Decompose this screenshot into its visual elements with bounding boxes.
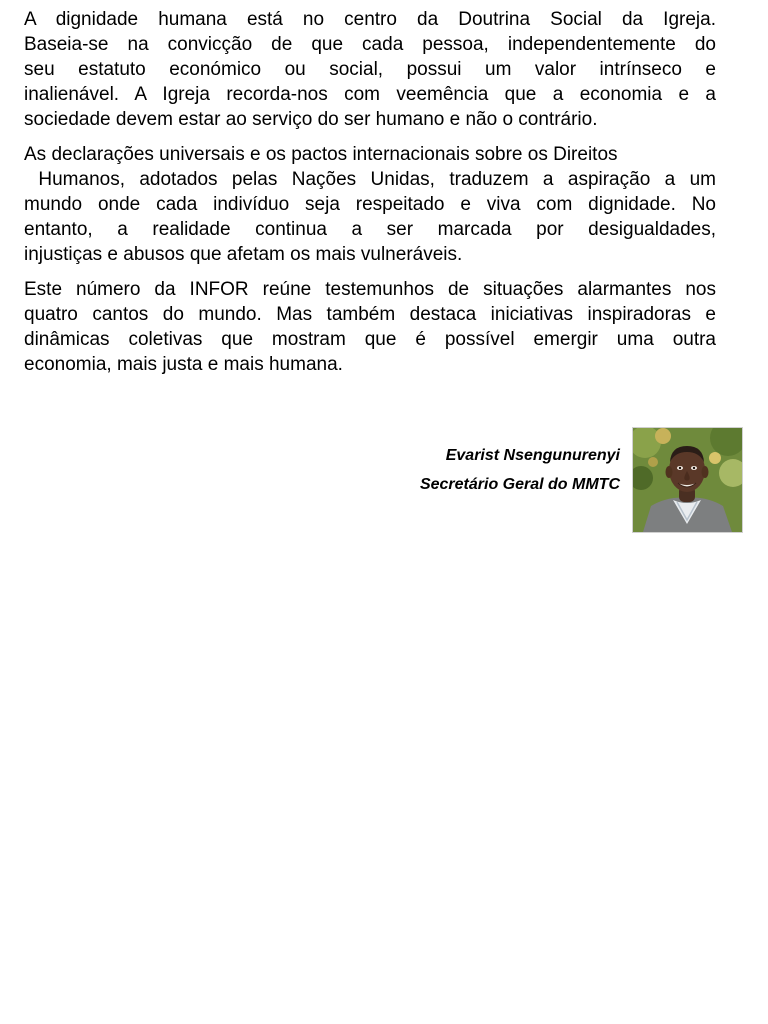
paragraph-line: Humanos, adotados pelas Nações Unidas, traduzem a aspiração a um — [24, 169, 716, 190]
paragraph-line: sociedade devem estar ao serviço do ser humano e não o contrário. — [24, 109, 598, 130]
paragraph-line: As declarações universais e os pactos internacionais sobre os Direitos — [24, 144, 618, 165]
portrait-illustration — [633, 428, 742, 532]
signature-role: Secretário Geral do MMTC — [419, 476, 620, 493]
paragraph-line: economia, mais justa e mais humana. — [24, 354, 343, 375]
paragraph-line: dinâmicas coletivas que mostram que é possível emergir uma outra — [24, 329, 716, 350]
paragraph-3 — [24, 277, 716, 377]
paragraph-line: mundo onde cada indivíduo seja respeitado e viva com dignidade. No — [24, 194, 716, 215]
letter-body — [24, 7, 716, 387]
paragraph-line: seu estatuto económico ou social, possui um valor intrínseco e — [24, 59, 716, 80]
paragraph-line: injustiças e abusos que afetam os mais vulneráveis. — [24, 244, 463, 265]
paragraph-1 — [24, 7, 716, 132]
signature-name: Evarist Nsengunurenyi — [445, 447, 620, 464]
paragraph-2 — [24, 142, 716, 267]
paragraph-line: Este número da INFOR reúne testemunhos de situações alarmantes nos — [24, 279, 716, 300]
paragraph-line: entanto, a realidade continua a ser marcada por desigualdades, — [24, 219, 716, 240]
paragraph-line: Baseia-se na convicção de que cada pessoa, independentemente do — [24, 34, 716, 55]
paragraph-line: quatro cantos do mundo. Mas também destaca iniciativas inspiradoras e — [24, 304, 716, 325]
signature-block — [420, 441, 620, 499]
paragraph-line: A dignidade humana está no centro da Doutrina Social da Igreja. — [24, 9, 716, 30]
author-portrait-photo — [632, 427, 743, 533]
paragraph-line: inalienável. A Igreja recorda-nos com veemência que a economia e a — [24, 84, 716, 105]
